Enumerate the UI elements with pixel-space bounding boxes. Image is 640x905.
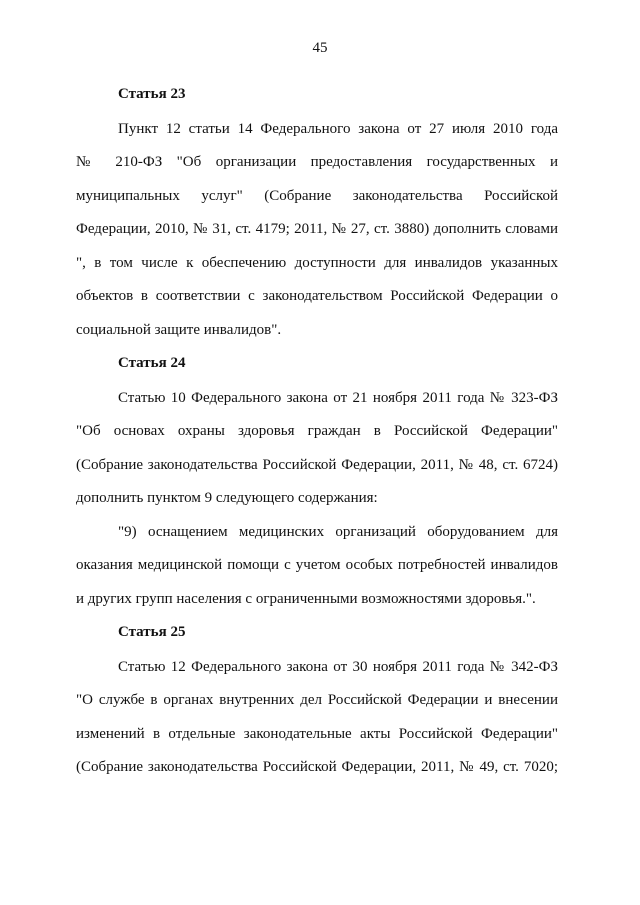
article-heading-24: Статья 24 [118,355,186,371]
text-line: Пункт 12 статьи 14 Федерального закона от 27 июля 2010 года [118,120,558,137]
text-line: объектов в соответствии с законодательством Российской Федерации о [76,288,558,304]
text-line: дополнить пунктом 9 следующего содержания: [76,490,378,506]
text-line: изменений в отдельные законодательные акты Российской Федерации" [76,725,558,742]
text-line: Статью 12 Федерального закона от 30 ноября 2011 года № 342-ФЗ [118,658,558,675]
text-line: оказания медицинской помощи с учетом особых потребностей инвалидов [76,557,558,573]
page-number: 45 [312,40,328,56]
article-heading-23: Статья 23 [118,86,186,102]
article-25-paragraph-1 [76,651,558,785]
text-line: и других групп населения с ограниченными возможностями здоровья.". [76,590,536,607]
text-line: (Собрание законодательства Российской Федерации, 2011, № 48, ст. 6724) [76,456,558,473]
text-line: муниципальных услуг" (Собрание законодательства Российской [76,187,558,204]
article-23-paragraph-1 [76,113,558,348]
text-line: Федерации, 2010, № 31, ст. 4179; 2011, № 27, ст. 3880) дополнить словами [76,221,558,237]
text-line: (Собрание законодательства Российской Федерации, 2011, № 49, ст. 7020; [76,759,558,775]
text-line: ", в том числе к обеспечению доступности для инвалидов указанных [76,254,558,271]
article-24-paragraph-1 [76,382,558,516]
article-heading-25: Статья 25 [118,624,186,640]
text-line: "О службе в органах внутренних дел Российской Федерации и внесении [76,692,558,708]
text-line: Статью 10 Федерального закона от 21 ноября 2011 года № 323-ФЗ [118,389,558,406]
text-line: "Об основах охраны здоровья граждан в Российской Федерации" [76,423,558,439]
article-24-paragraph-2 [76,516,558,617]
text-line: "9) оснащением медицинских организаций оборудованием для [118,523,558,540]
text-line: № 210-ФЗ "Об организации предоставления государственных и [76,154,558,170]
document-body [76,78,558,785]
text-line: социальной защите инвалидов". [76,321,282,338]
